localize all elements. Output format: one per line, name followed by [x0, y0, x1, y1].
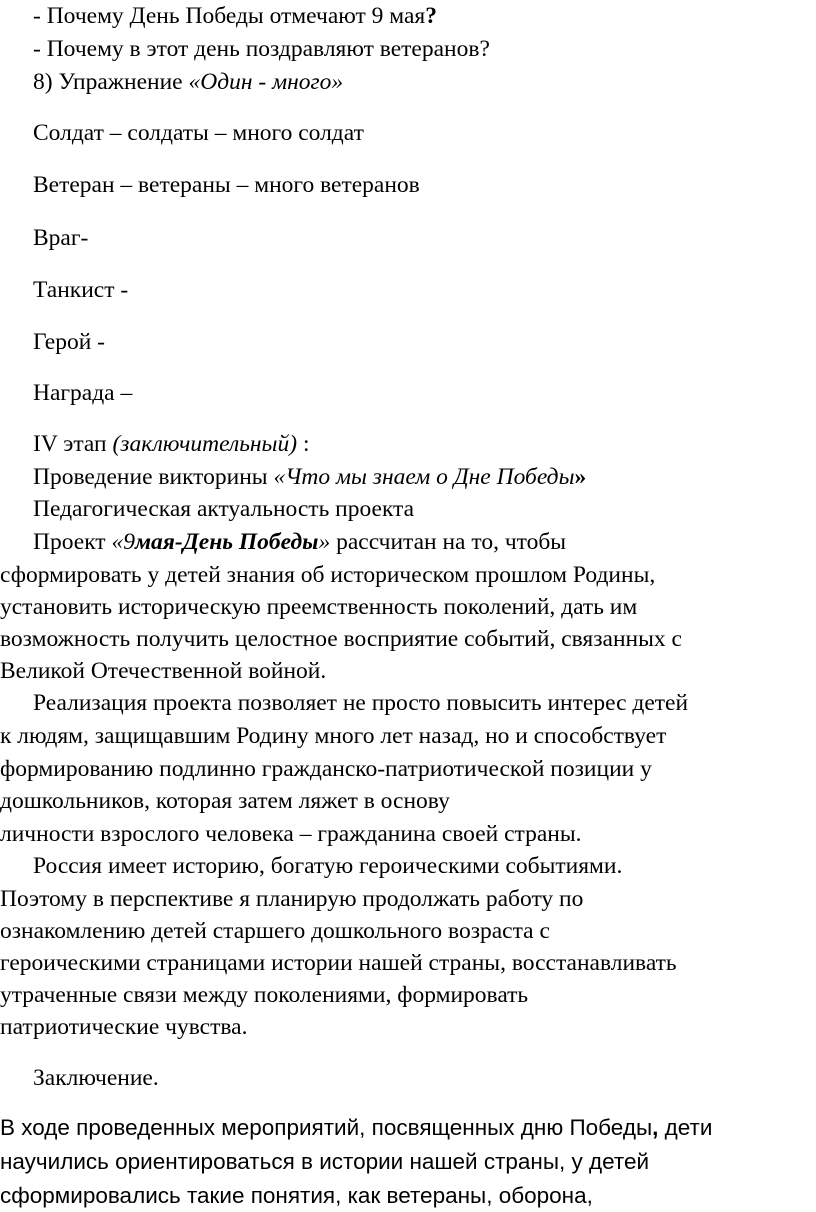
conclusion-line: В ходе проведенных мероприятий, посвященных дню Победы, дети — [0, 1115, 713, 1140]
paragraph-line: патриотические чувства. — [0, 1014, 248, 1040]
paragraph-line: утраченные связи между поколениями, формировать — [0, 982, 529, 1008]
project-title: мая-День Победы — [134, 529, 319, 555]
paragraph-line: возможность получить целостное восприятие событий, связанных с — [0, 626, 682, 652]
stage-4-qualifier: (заключительный) — [112, 431, 298, 457]
project-line: Проект «9мая-День Победы» рассчитан на то, чтобы — [33, 529, 567, 555]
paragraph-line: к людям, защищавшим Родину много лет назад, но и способствует — [0, 723, 667, 749]
stage-4-title: IV этап (заключительный) : — [33, 431, 310, 457]
exercise-title: 8) Упражнение «Один - много» — [33, 69, 344, 95]
paragraph-line: сформировать у детей знания об историческом прошлом Родины, — [0, 562, 656, 588]
exercise-item: Герой - — [33, 329, 106, 355]
exercise-name: «Один - много» — [188, 69, 344, 95]
paragraph-line: личности взрослого человека – гражданина своей страны. — [0, 821, 582, 847]
paragraph-line: Великой Отечественной войной. — [0, 658, 327, 684]
conclusion-line: сформировались такие понятия, как ветераны, оборона, — [0, 1183, 593, 1208]
exercise-item: Враг- — [33, 225, 89, 251]
exercise-item: Солдат – солдаты – много солдат — [33, 120, 364, 146]
paragraph-line: Реализация проекта позволяет не просто повысить интерес детей — [33, 690, 689, 716]
paragraph-line: дошкольников, которая затем ляжет в основу — [0, 788, 450, 814]
question-2: - Почему в этот день поздравляют ветеранов? — [33, 36, 490, 62]
quiz-line: Проведение викторины «Что мы знаем о Дне Победы» — [33, 464, 587, 490]
paragraph-line: ознакомлению детей старшего дошкольного возраста с — [0, 918, 550, 944]
exercise-item: Танкист - — [33, 277, 129, 303]
quiz-name: «Что мы знаем о Дне Победы — [273, 464, 575, 490]
conclusion-line: научились ориентироваться в истории нашей страны, у детей — [0, 1149, 650, 1174]
paragraph-line: установить историческую преемственность поколений, дать им — [0, 594, 638, 620]
exercise-item: Награда – — [33, 380, 133, 406]
paragraph-line: героическими страницами истории нашей страны, восстанавливать — [0, 950, 677, 976]
question-mark: ? — [425, 3, 437, 29]
relevance-heading: Педагогическая актуальность проекта — [33, 496, 415, 522]
paragraph-line: формированию подлинно гражданско-патриотической позиции у — [0, 756, 652, 782]
question-1: - Почему День Победы отмечают 9 мая? — [33, 3, 437, 29]
paragraph-line: Поэтому в перспективе я планирую продолжать работу по — [0, 886, 584, 912]
exercise-item: Ветеран – ветераны – много ветеранов — [33, 172, 420, 198]
paragraph-line: Россия имеет историю, богатую героическими событиями. — [33, 853, 623, 879]
conclusion-heading: Заключение. — [33, 1065, 159, 1091]
